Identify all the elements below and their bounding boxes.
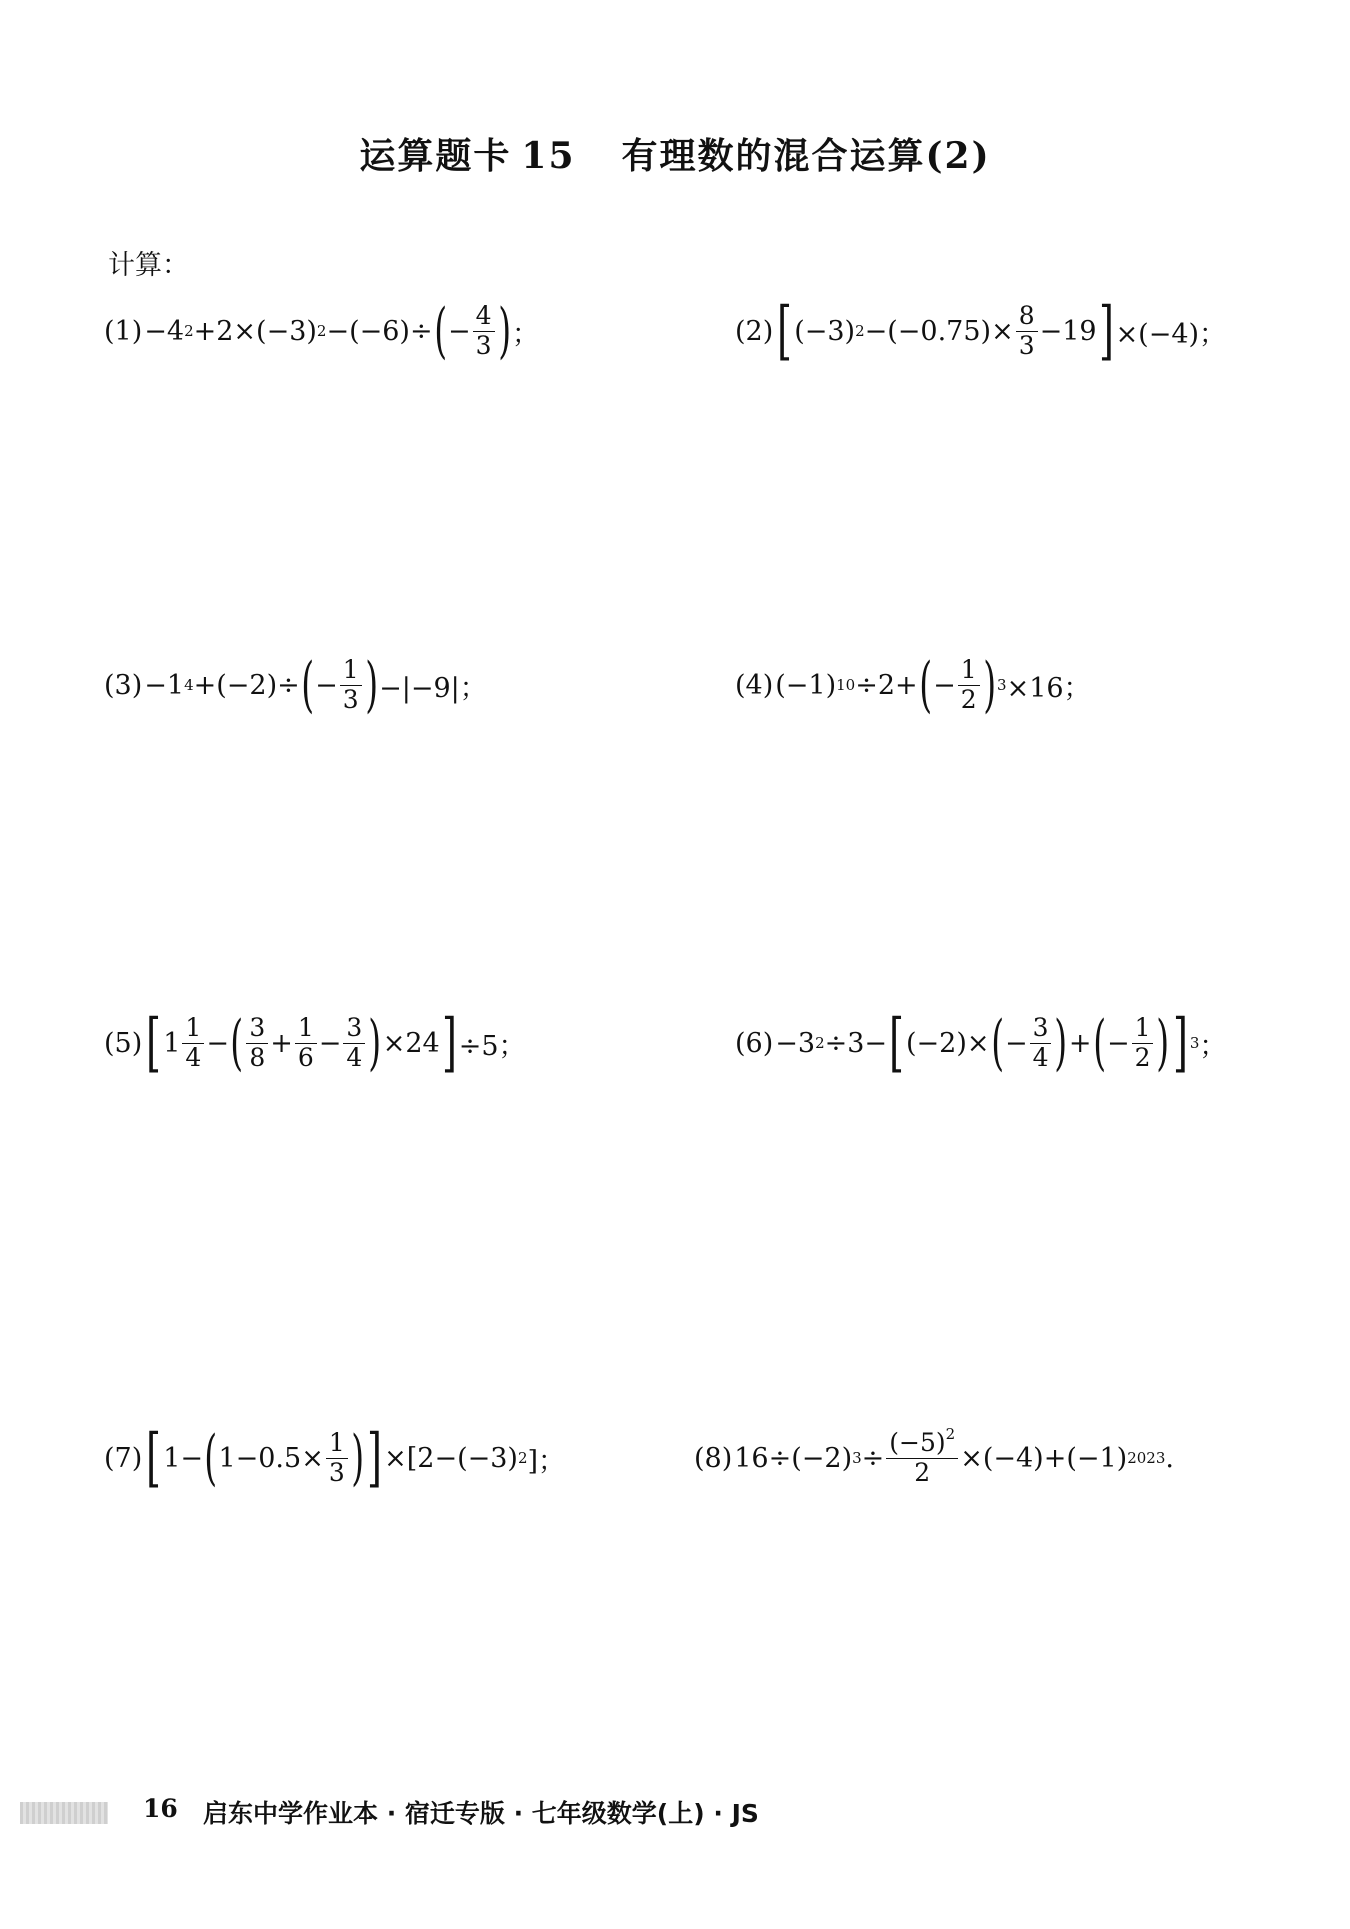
problem-label: (8) xyxy=(694,1442,733,1474)
expr-term: +(−2)÷ xyxy=(193,669,300,701)
exponent: 2 xyxy=(945,1425,956,1444)
denominator: 4 xyxy=(346,1042,363,1072)
expr-term: (−2)× xyxy=(906,1027,990,1059)
title-number: 15 xyxy=(521,135,576,177)
problem-1: (1) −4 2 +2×(−3) 2 −(−6)÷ ( − $\frac{4}{3}$ ) ； xyxy=(104,296,539,366)
problem-label: (7) xyxy=(104,1442,143,1474)
left-bracket: [ xyxy=(146,1421,162,1495)
right-bracket: ] xyxy=(367,1421,383,1495)
expr-term: + xyxy=(270,1027,293,1059)
numerator xyxy=(886,1425,958,1458)
expr-term: +2×(−3) xyxy=(193,315,317,347)
left-paren: ( xyxy=(990,1008,1004,1078)
numerator-base: (−5) xyxy=(889,1428,946,1458)
problem-label: (3) xyxy=(104,669,143,701)
fraction xyxy=(326,1430,348,1486)
denominator: 2 xyxy=(914,1457,931,1487)
problem-label: (2) xyxy=(735,315,774,347)
left-bracket: [ xyxy=(777,294,793,368)
expr-term: 1− xyxy=(163,1442,204,1474)
numerator: 1 xyxy=(326,1430,348,1458)
right-paren: ) xyxy=(1156,1008,1170,1078)
numerator: 1 xyxy=(1132,1015,1154,1043)
numerator: 3 xyxy=(1030,1015,1052,1043)
mixed-number xyxy=(163,1015,206,1071)
problem-3: (3) −1 4 +(−2)÷ ( − $\frac{1}{3}$ ) −|−9|； xyxy=(104,650,487,720)
fraction xyxy=(958,657,980,713)
problem-2: (2) [ (−3) 2 −(−0.75)× $\frac{8}{3}$ −19 ] ×(−4)； xyxy=(735,294,1227,368)
right-bracket: ] xyxy=(441,1006,457,1080)
numerator: 1 xyxy=(182,1015,204,1043)
expr-term: + xyxy=(1068,1027,1092,1059)
fraction xyxy=(340,657,362,713)
right-paren: ) xyxy=(368,1008,382,1078)
denominator: 3 xyxy=(475,330,492,360)
expr-term: − xyxy=(315,669,338,701)
numerator: 3 xyxy=(343,1015,365,1043)
fraction xyxy=(473,303,495,359)
expr-term: −3 xyxy=(775,1027,816,1059)
expr-term: ； xyxy=(511,318,539,350)
denominator: 4 xyxy=(1032,1042,1049,1072)
fraction xyxy=(246,1015,268,1071)
numerator: 1 xyxy=(295,1015,317,1043)
expr-term: ÷2+ xyxy=(855,669,918,701)
denominator: 3 xyxy=(328,1457,345,1487)
expr-term: −1 xyxy=(144,669,185,701)
expr-term: ]； xyxy=(527,1445,566,1477)
fraction xyxy=(1132,1015,1154,1071)
expr-term: −4 xyxy=(144,315,185,347)
problem-label: (4) xyxy=(735,669,774,701)
expr-term: ÷3− xyxy=(824,1027,888,1059)
problem-4: (4) (−1) 10 ÷2+ ( − $\frac{1}{2}$ ) 3 ×16； xyxy=(735,650,1091,720)
problem-8: (8) 16÷(−2) 3 ÷ $\frac{(-5)^2}{2}$ ×(−4)+(−1) 2023 . xyxy=(694,1425,1174,1487)
problem-label: (1) xyxy=(104,315,143,347)
fraction xyxy=(343,1015,365,1071)
expr-term: − xyxy=(318,1027,342,1059)
left-paren: ( xyxy=(204,1423,218,1493)
expr-term: ×16； xyxy=(1006,672,1091,704)
numerator: 1 xyxy=(340,657,362,685)
expr-term: . xyxy=(1165,1442,1174,1474)
denominator: 4 xyxy=(185,1042,202,1072)
expr-term: −19 xyxy=(1039,315,1097,347)
expr-term: ×(−4)； xyxy=(1115,318,1227,350)
expr-term: ÷ xyxy=(861,1442,885,1474)
problem-6: (6) −3 2 ÷3− [ (−2)× ( − $\frac{3}{4}$ ) + ( − $\frac{1}{2}$ ) ] 3 ； xyxy=(735,1006,1227,1080)
expr-term: −(−6)÷ xyxy=(326,315,433,347)
fraction xyxy=(295,1015,317,1071)
expr-term: ×(−4)+(−1) xyxy=(960,1442,1128,1474)
page-title xyxy=(0,128,1350,179)
problem-label: (5) xyxy=(104,1027,143,1059)
denominator: 8 xyxy=(249,1042,266,1072)
right-bracket: ] xyxy=(1172,1006,1188,1080)
problem-label: (6) xyxy=(735,1027,774,1059)
right-bracket: ] xyxy=(1098,294,1114,368)
expr-term: − xyxy=(1004,1027,1028,1059)
fraction xyxy=(1016,303,1038,359)
denominator: 3 xyxy=(342,684,359,714)
title-topic: 有理数的混合运算(2) xyxy=(621,135,991,177)
whole-part: 1 xyxy=(163,1027,181,1059)
denominator: 3 xyxy=(1018,330,1035,360)
numerator: 1 xyxy=(958,657,980,685)
expr-term: ； xyxy=(1199,1030,1227,1062)
expr-term: − xyxy=(206,1027,229,1059)
page-number: 16 xyxy=(143,1794,178,1823)
expr-term: 1−0.5× xyxy=(218,1442,324,1474)
left-paren: ( xyxy=(1092,1008,1106,1078)
problem-5 xyxy=(104,1003,526,1083)
right-paren: ) xyxy=(351,1423,364,1493)
expr-term: (−3) xyxy=(794,315,856,347)
right-paren: ) xyxy=(364,650,378,720)
expr-term: − xyxy=(1106,1027,1130,1059)
expr-term: −(−0.75)× xyxy=(864,315,1014,347)
expr-term: ×[2−(−3) xyxy=(384,1442,518,1474)
right-paren: ) xyxy=(1054,1008,1068,1078)
title-prefix: 运算题卡 xyxy=(359,135,512,177)
numerator: 4 xyxy=(473,303,495,331)
right-paren: ) xyxy=(497,296,511,366)
problem-7: (7) [ 1− ( 1−0.5× $\frac{1}{3}$ ) ] ×[2−(−3) 2 ]； xyxy=(104,1421,566,1495)
book-title: 启东中学作业本 · 宿迁专版 · 七年级数学(上) · JS xyxy=(203,1799,759,1828)
expr-term: −|−9|； xyxy=(379,672,487,704)
left-bracket: [ xyxy=(146,1006,162,1080)
fraction xyxy=(182,1015,204,1071)
right-paren: ) xyxy=(982,650,996,720)
left-bracket: [ xyxy=(889,1006,905,1080)
denominator: 2 xyxy=(960,684,977,714)
left-paren: ( xyxy=(918,650,932,720)
denominator: 6 xyxy=(297,1042,314,1072)
numerator: 8 xyxy=(1016,303,1038,331)
left-paren: ( xyxy=(230,1008,244,1078)
expr-term: ÷5； xyxy=(458,1030,526,1062)
fraction xyxy=(1030,1015,1052,1071)
instruction-text: 计算： xyxy=(108,250,189,281)
footer-decoration-bar xyxy=(20,1802,108,1824)
left-paren: ( xyxy=(433,296,447,366)
page-footer xyxy=(0,1794,1350,1834)
expr-term: (−1) xyxy=(775,669,837,701)
numerator: 3 xyxy=(246,1015,268,1043)
left-paren: ( xyxy=(301,650,314,720)
expr-term: − xyxy=(448,315,471,347)
expr-term: 16÷(−2) xyxy=(734,1442,853,1474)
denominator: 2 xyxy=(1134,1042,1151,1072)
fraction xyxy=(886,1425,958,1487)
expr-term: ×24 xyxy=(382,1027,440,1059)
expr-term: − xyxy=(933,669,956,701)
